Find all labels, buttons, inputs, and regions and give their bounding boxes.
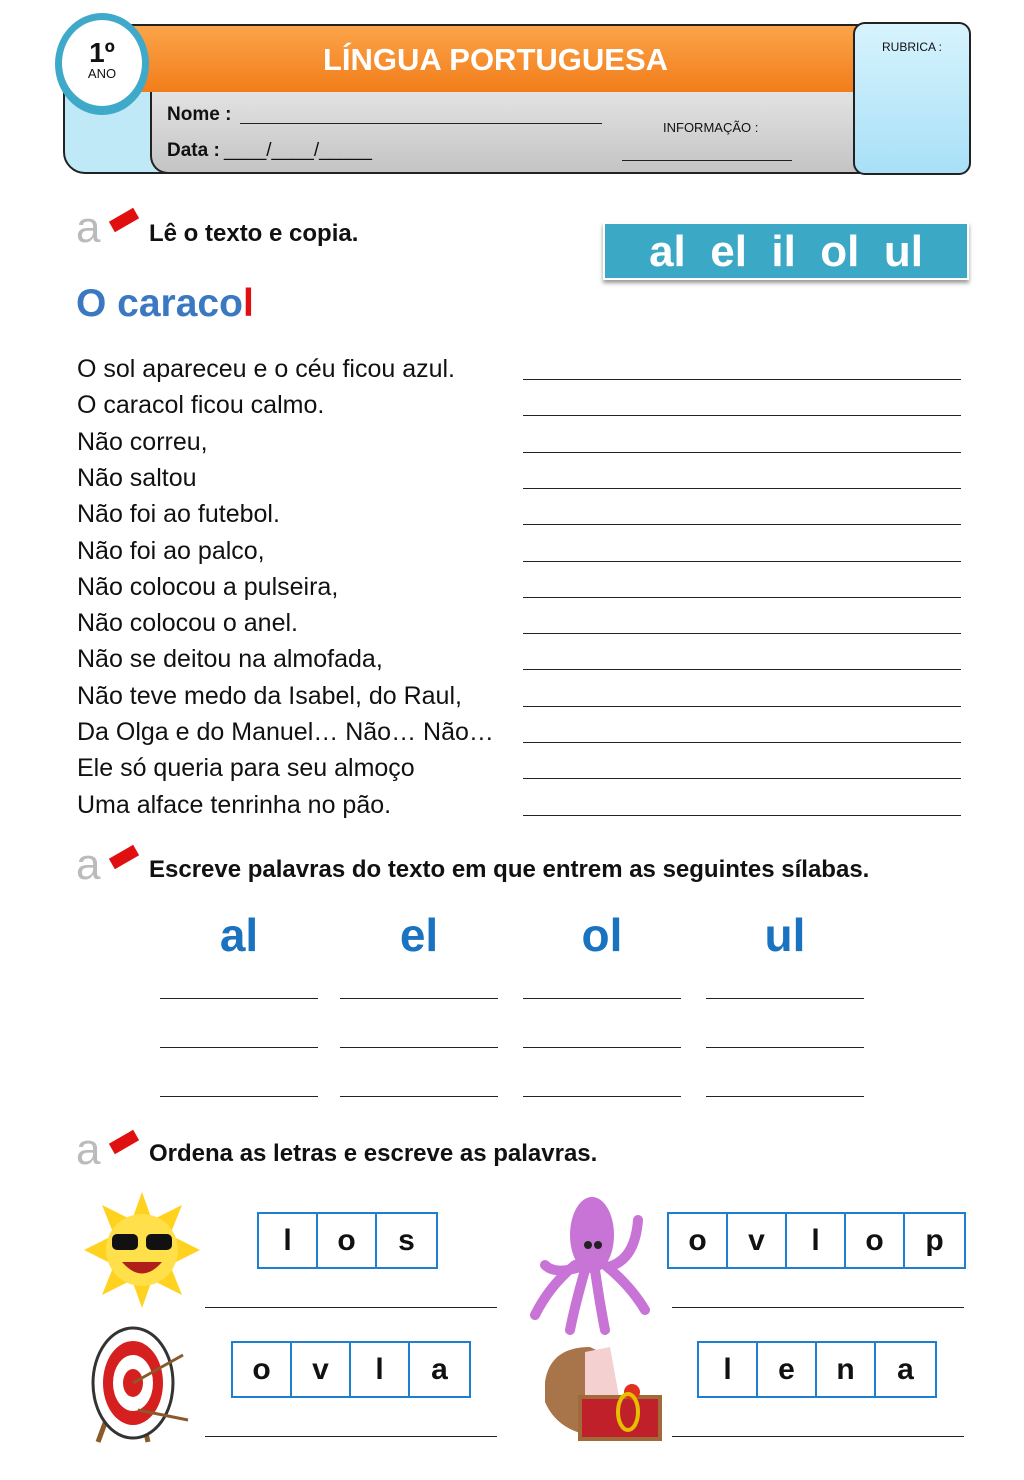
word-line[interactable] bbox=[523, 998, 681, 999]
poem-line: Não saltou bbox=[77, 463, 197, 492]
copy-line[interactable] bbox=[523, 633, 961, 634]
rubric-box bbox=[853, 22, 971, 175]
name-label: Nome : bbox=[167, 104, 232, 125]
pencil-icon bbox=[76, 1128, 140, 1168]
letter-boxes-sun bbox=[257, 1212, 438, 1269]
ring-box-image bbox=[540, 1342, 665, 1447]
date-label: Data : bbox=[167, 140, 220, 161]
poem-title-main: O caraco bbox=[76, 282, 243, 325]
letter-cell: l bbox=[259, 1214, 318, 1267]
letter-cell: e bbox=[758, 1343, 817, 1396]
poem-line: Não colocou o anel. bbox=[77, 609, 298, 638]
letter-cell: o bbox=[846, 1214, 905, 1267]
word-line[interactable] bbox=[160, 998, 318, 999]
letter-boxes-ring-box bbox=[697, 1341, 937, 1398]
svg-text:a: a bbox=[76, 206, 101, 246]
copy-line[interactable] bbox=[523, 669, 961, 670]
answer-line[interactable] bbox=[205, 1307, 497, 1308]
poem-line: Não correu, bbox=[77, 427, 208, 456]
info-field[interactable] bbox=[622, 160, 792, 161]
info-label: INFORMAÇÃO : bbox=[663, 120, 759, 135]
pencil-icon bbox=[76, 206, 140, 246]
svg-text:a: a bbox=[76, 1128, 101, 1168]
svg-text:a: a bbox=[76, 843, 101, 883]
syllables-banner: al el il ol ul bbox=[603, 222, 969, 280]
poem-line: Ele só queria para seu almoço bbox=[77, 754, 415, 783]
word-line[interactable] bbox=[160, 1047, 318, 1048]
rubric-label: RUBRICA : bbox=[881, 40, 942, 54]
poem-line: Não colocou a pulseira, bbox=[77, 572, 339, 601]
letter-cell: s bbox=[398, 1224, 415, 1257]
copy-line[interactable] bbox=[523, 415, 961, 416]
poem-line: Não foi ao palco, bbox=[77, 536, 265, 565]
pencil-icon bbox=[76, 843, 140, 883]
word-line[interactable] bbox=[706, 1047, 864, 1048]
copy-line[interactable] bbox=[523, 488, 961, 489]
instruction-1: Lê o texto e copia. bbox=[149, 220, 359, 247]
poem-line: Da Olga e do Manuel… Não… Não… bbox=[77, 718, 494, 746]
date-field[interactable]: ____/____/_____ bbox=[224, 140, 372, 161]
letter-boxes-target bbox=[231, 1341, 471, 1398]
answer-line[interactable] bbox=[672, 1307, 964, 1308]
letter-cell: v bbox=[728, 1214, 787, 1267]
poem-line: Não teve medo da Isabel, do Raul, bbox=[77, 681, 462, 710]
word-line[interactable] bbox=[340, 1096, 498, 1097]
instruction-2: Escreve palavras do texto em que entrem as seguintes sílabas. bbox=[149, 856, 870, 883]
word-line[interactable] bbox=[340, 1047, 498, 1048]
letter-cell: p bbox=[925, 1224, 944, 1257]
subject-title: LÍNGUA PORTUGUESA bbox=[133, 24, 858, 92]
letter-cell: v bbox=[292, 1343, 351, 1396]
name-field[interactable] bbox=[240, 123, 602, 124]
grade: 1º bbox=[89, 37, 115, 68]
copy-line[interactable] bbox=[523, 561, 961, 562]
letter-cell: a bbox=[431, 1353, 448, 1386]
answer-line[interactable] bbox=[205, 1436, 497, 1437]
word-line[interactable] bbox=[160, 1096, 318, 1097]
grade-badge bbox=[55, 13, 149, 115]
syllable-al: al bbox=[219, 909, 259, 961]
letter-cell: l bbox=[699, 1343, 758, 1396]
word-line[interactable] bbox=[706, 998, 864, 999]
copy-line[interactable] bbox=[523, 706, 961, 707]
letter-cell: n bbox=[817, 1343, 876, 1396]
letter-cell: o bbox=[233, 1343, 292, 1396]
word-line[interactable] bbox=[706, 1096, 864, 1097]
instruction-3: Ordena as letras e escreve as palavras. bbox=[149, 1140, 598, 1167]
copy-line[interactable] bbox=[523, 815, 961, 816]
answer-line[interactable] bbox=[672, 1436, 964, 1437]
poem-line: Uma alface tenrinha no pão. bbox=[77, 790, 392, 819]
letter-cell: l bbox=[351, 1343, 410, 1396]
copy-line[interactable] bbox=[523, 778, 961, 779]
word-line[interactable] bbox=[523, 1096, 681, 1097]
letter-cell: o bbox=[669, 1214, 728, 1267]
target-image bbox=[88, 1325, 198, 1445]
poem-line: O sol apareceu e o céu ficou azul. bbox=[77, 355, 456, 383]
letter-boxes-octopus bbox=[667, 1212, 966, 1269]
grade-sub: ANO bbox=[87, 66, 117, 81]
letter-cell: o bbox=[318, 1214, 377, 1267]
octopus-image bbox=[530, 1195, 650, 1335]
letter-cell: a bbox=[897, 1353, 914, 1386]
letter-cell: l bbox=[787, 1214, 846, 1267]
syllable-ol: ol bbox=[581, 909, 623, 961]
poem-line: Não se deitou na almofada, bbox=[77, 645, 383, 674]
word-line[interactable] bbox=[523, 1047, 681, 1048]
copy-line[interactable] bbox=[523, 379, 961, 380]
syllable-el: el bbox=[399, 909, 439, 961]
poem-title-highlight: l bbox=[242, 282, 254, 325]
copy-line[interactable] bbox=[523, 524, 961, 525]
sun-image bbox=[82, 1190, 202, 1310]
poem-title bbox=[76, 282, 254, 326]
poem-line: Não foi ao futebol. bbox=[77, 500, 280, 529]
copy-line[interactable] bbox=[523, 452, 961, 453]
word-line[interactable] bbox=[340, 998, 498, 999]
copy-line[interactable] bbox=[523, 597, 961, 598]
poem-line: O caracol ficou calmo. bbox=[77, 391, 325, 420]
syllable-ul: ul bbox=[764, 909, 806, 961]
copy-line[interactable] bbox=[523, 742, 961, 743]
